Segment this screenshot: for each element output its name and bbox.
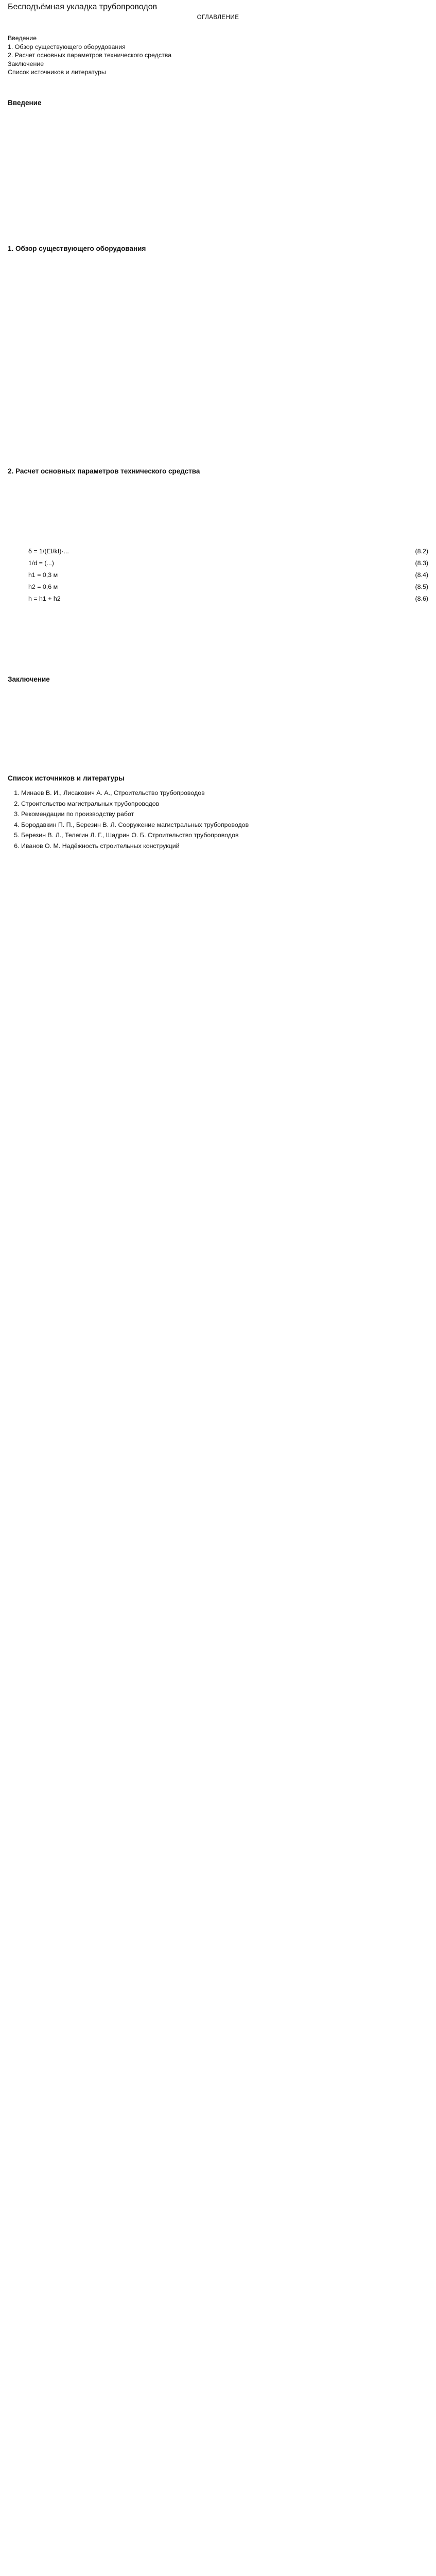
introduction-heading: Введение [8, 99, 42, 107]
reference-item: 4. Бородавкин П. П., Березин В. Л. Сооружение магистральных трубопроводов [21, 821, 428, 829]
formula-expression: 1/d = (...) [28, 559, 54, 567]
conclusion-heading: Заключение [8, 675, 50, 683]
toc-item[interactable]: Введение [8, 35, 37, 42]
formula-number: (8.3) [415, 559, 428, 567]
formula-line [28, 595, 428, 603]
formula-expression: δ = 1/(EI/kI)·... [28, 547, 69, 555]
formula-line [28, 583, 428, 591]
reference-item: 1. Минаев В. И., Лисакович А. А., Строительство трубопроводов [21, 789, 428, 797]
section-conclusion [8, 675, 428, 752]
toc-item[interactable]: 2. Расчет основных параметров технического средства [8, 52, 172, 59]
formula-expression: h = h1 + h2 [28, 595, 61, 602]
reference-list [8, 789, 428, 850]
toc-heading: ОГЛАВЛЕНИЕ [197, 14, 239, 21]
formula-number: (8.6) [415, 595, 428, 602]
section-2-body [8, 482, 428, 544]
section-equipment-review [8, 245, 428, 445]
toc-item[interactable]: Заключение [8, 60, 44, 67]
section-1-body [8, 259, 428, 367]
formula-number: (8.5) [415, 583, 428, 590]
formula-line [28, 547, 428, 556]
formula-expression: h2 = 0,6 м [28, 583, 58, 590]
section-2-heading: 2. Расчет основных параметров технического средства [8, 467, 200, 476]
table-of-contents [8, 34, 428, 76]
reference-item: 2. Строительство магистральных трубопроводов [21, 800, 428, 808]
references-heading: Список источников и литературы [8, 774, 125, 783]
formula-expression: h1 = 0,3 м [28, 571, 58, 579]
toc-item[interactable]: Список источников и литературы [8, 69, 106, 76]
formula-number: (8.4) [415, 571, 428, 579]
document-title: Бесподъёмная укладка трубопроводов [8, 3, 158, 11]
reference-item: 3. Рекомендации по производству работ [21, 810, 428, 818]
toc-item[interactable]: 1. Обзор существующего оборудования [8, 43, 126, 50]
formula-line [28, 559, 428, 568]
formula-line [28, 571, 428, 580]
conclusion-body [8, 690, 428, 752]
introduction-body [8, 114, 428, 222]
section-references [8, 774, 428, 850]
section-1-body-continued [8, 367, 428, 445]
section-introduction [8, 99, 428, 222]
formula-number: (8.2) [415, 547, 428, 555]
document-page [8, 0, 428, 873]
section-calculation [8, 467, 428, 652]
section-1-heading: 1. Обзор существующего оборудования [8, 244, 146, 252]
section-2-body-continued [8, 606, 428, 653]
reference-item: 5. Березин В. Л., Телегин Л. Г., Шадрин О. Б. Строительство трубопроводов [21, 831, 428, 839]
reference-item: 6. Иванов О. М. Надёжность строительных конструкций [21, 842, 428, 850]
